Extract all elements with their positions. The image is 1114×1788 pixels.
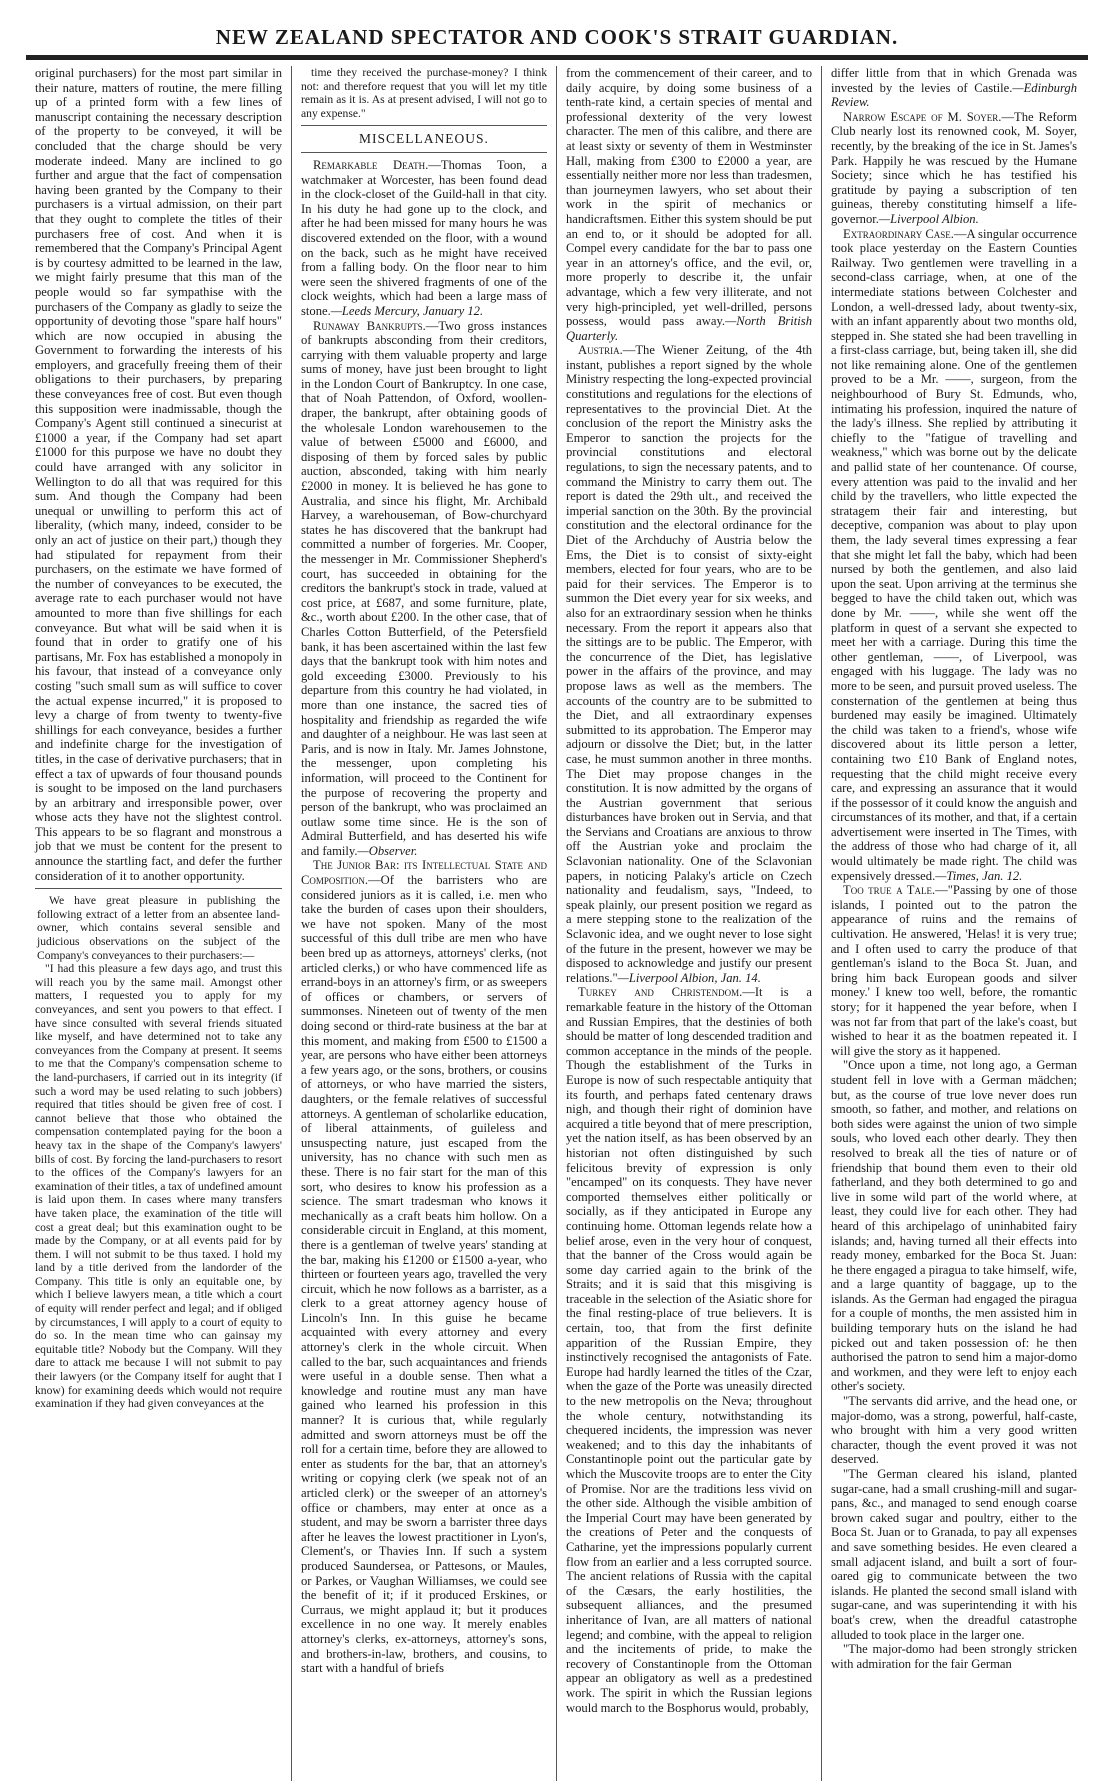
article-paragraph: We have great pleasure in publishing the following extract of a letter from an absentee land-owner, which contains several sensible and judicious observations on the subject of the Company's conveyances to their purchasers:— xyxy=(37,894,280,962)
news-item xyxy=(831,883,1077,1058)
column-area xyxy=(26,66,1088,1781)
news-item-title: Runaway Bankrupts. xyxy=(313,318,426,333)
news-item-source: —Liverpool Albion. xyxy=(878,211,979,226)
column-1 xyxy=(26,66,291,1781)
masthead-rule xyxy=(26,55,1088,60)
section-divider xyxy=(301,152,547,153)
news-item xyxy=(831,66,1077,110)
news-item xyxy=(566,343,812,985)
letter-extract: "I had this pleasure a few days ago, and trust this will reach you by the same mail. Amongst other matters, I requested you to apply for my conveyances, and sent you powers to that effect. I have since consulted with several friends situated like myself, and have determined not to take any conveyances from the Company at present. It seems to me that the Company's compensation scheme to the land-purchasers, if carried out in its integrity (if such a word may be used relating to such jobbers) required that titles should be given free of cost. I cannot believe that those who obtained the compensation contemplated paying for the boon a heavy tax in the shape of the Company's lawyers' bills of cost. By forcing the land-purchasers to resort to the offices of the Company's lawyers for an examination of their titles, a tax of undefined amount is laid upon them. In cases where many transfers have taken place, the examination of the title will cost a great deal; but this examination ought to be made by the Company, or at all events paid for by them. I will not submit to be thus taxed. I hold my land by a title derived from the landorder of the Company. This title is only an equitable one, by which I believe lawyers mean, a title which a court of equity will render perfect and legal; and if obliged by circumstances, I will apply to a court of equity to do so. In the mean time who can gainsay my equitable title? Nobody but the Company. Will they dare to attack me because I will not submit to pay their lawyers (or the Company itself for aught that I know) for examining deeds which would not require examination if they had given conveyances at the xyxy=(35,962,282,1411)
news-item-source: —Leeds Mercury, January 12. xyxy=(330,303,484,318)
masthead-title: NEW ZEALAND SPECTATOR AND COOK'S STRAIT GUARDIAN. xyxy=(215,25,899,49)
news-item-title: Extraordinary Case. xyxy=(843,226,954,241)
news-item-body: —The Reform Club nearly lost its renowned cook, M. Soyer, recently, by the breaking of the ice in St. James's Park. Happily he was rescued by the Humane Society; since which he has testified his gratitude by paying a subscription of ten guineas, thereby constituting himself a life-governor. xyxy=(831,109,1077,226)
news-item xyxy=(566,66,812,343)
news-item-body: —"Passing by one of those islands, I pointed out to the patron the appearance of ruins and the remains of cultivation. He answered, 'Helas! it is very true; and I often used to carry the produce of that gentleman's island to the Boca St. Juan, and bring him back European goods and silver money.' I knew too well, before, the romantic story; for it happened the year before, when I was not far from that part of the lake's coast, but wished to hear it as the boatmen repeated it. I will give the story as it happened. xyxy=(831,883,1077,1058)
news-item-body: —The Wiener Zeitung, of the 4th instant, publishes a report signed by the whole Ministry respecting the long-expected provincial constitutions and regulations for the elections of representatives to the provincial Diet. At the conclusion of the report the Ministry asks the Emperor to sanction the projects for the provincial constitutions and electoral regulations, to sign the necessary patents, and to command the Ministry to carry them out. The report is dated the 29th ult., and received the imperial sanction on the 30th. By the provincial constitution and the electoral ordinance for the Diet of the Archduchy of Austria below the Ems, the Diet is to consist of sixty-eight members, elected for four years, who are to be paid for their services. The Emperor is to summon the Diet every year for six weeks, and also for an extraordinary session when he thinks necessary. From the report it appears also that the sittings are to be public. The Emperor, with the concurrence of the Diet, has legislative power in the affairs of the province, and may propose laws as well as the members. The accounts of the country are to be submitted to the Diet, and all extraordinary expenses submitted to its approbation. The Emperor may adjourn or dissolve the Diet; but, in the latter case, he must summon another in three months. The Diet may propose changes in the constitution. It is now admitted by the organs of the Austrian government that serious disturbances have broken out in Servia, and that the Servians and Croatians are anxious to throw off the Austrian yoke and proclaim the Sclavonian nationality. One of the Sclavonian papers, in noticing Palaky's article on Czech nationality and feudalism, says, "Indeed, to speak plainly, our present position we regard as a mere stepping stone to the realization of the Sclavonic idea, and we ought never to lose sight of the future in the present, however we may be disposed to acknowledge and justify our present relations." xyxy=(566,343,812,985)
column-3 xyxy=(556,66,821,1781)
section-divider xyxy=(35,888,282,889)
news-item xyxy=(301,319,547,859)
news-item xyxy=(301,858,547,1675)
news-item-title: The Junior Bar: its Intellectual State and Composition. xyxy=(301,858,547,888)
news-item-title: Narrow Escape of M. Soyer. xyxy=(843,109,1002,124)
story-paragraph: "The servants did arrive, and the head one, or major-domo, was a strong, powerful, half-caste, who brought with him a very good written character, though the event proved it was not deserved. xyxy=(831,1394,1077,1467)
story-paragraph: "The German cleared his island, planted sugar-cane, had a small crushing-mill and sugar-pans, &c., and managed to send enough coarse brown caked sugar and poultry, either to the Boca St. Juan or to Granada, to pay all expenses and save something besides. He even cleared a small adjacent island, and built a sort of four-oared gig to communicate between the two islands. He planted the second small island with sugar-cane, and was superintending it with his boat's crew, when the dreadful catastrophe alluded to took place in the larger one. xyxy=(831,1467,1077,1642)
news-item xyxy=(831,110,1077,227)
news-item-title: Remarkable Death. xyxy=(313,157,429,172)
news-item-title: Too true a Tale. xyxy=(843,883,936,898)
column-2 xyxy=(291,66,556,1781)
article-paragraph: original purchasers) for the most part similar in their nature, matters of routine, the mere filling up of a printed form with a few lines of manuscript containing the necessary description of the property to be conveyed, it will be concluded that the charge should be very moderate indeed. Many are inclined to go further and argue that the fact of compensation having been granted by the Company to their purchasers is a virtual admission, on their part that they ought to complete the titles of their purchasers free of cost. And when it is remembered that the Company's Principal Agent is by courtesy admitted to be learned in the law, we might fairly presume that this man of the people would so far sympathise with the purchasers of the Company as gladly to seize the opportunity of devoting those "spare half hours" which are now occupied in abusing the Government to forwarding the interests of his employers, and gracefully freeing them of their obligations to their purchasers, by preparing these conveyances free of cost. But even though this supposition were inadmissable, though the Company's Agent still continued a sinecurist at £1000 a year, if the Company had set apart £1000 for this purpose we have no doubt they could have arranged with any solicitor in Wellington to do all that was required for this sum. And though the Company had been unequal or unwilling to perform this act of liberality, (which many, indeed, consider to be only an act of justice on their part,) though they had stipulated for repayment from their purchasers, on the estimate we have formed of the number of conveyances to be executed, the average rate to each purchaser would not have amounted to more than five shillings for each conveyance. But what will be said when it is found that in order to gratify one of his partisans, Mr. Fox has established a monopoly in his favour, that instead of a conveyance only costing "such small sum as will suffice to cover the actual expense incurred," it is proposed to levy a charge of from twenty to twenty-five shillings for each conveyance, besides a further and indefinite charge for the investigation of titles, in the case of derivative purchasers; that in effect a tax of upwards of four thousand pounds is sought to be imposed on the land purchasers by an arbitrary and irresponsible power, over whose acts they have not the slightest control. This appears to be so flagrant and monstrous a job that we must be content for the present to announce the startling fact, and defer the further consideration of it to another opportunity. xyxy=(35,66,282,883)
news-item-body: from the commencement of their career, and to daily acquire, by doing some business of a tenth-rate kind, a certain species of mental and professional dexterity of the very lowest character. The men of this calibre, and there are at least sixty or seventy of them in Westminster Hall, making from £300 to £2000 a year, are essentially neither more nor less than tradesmen, than journeymen lawyers, who set about their work in the spirit of mechanics or handicraftsmen. Either this system should be put an end to, or it should be adopted for all. Compel every candidate for the bar to pass one year in an attorney's office, and the evil, or, more properly to describe it, the unfair advantage, which a few very illiterate, and not very high-principled, yet well-drilled, persons possess, would pass away. xyxy=(566,66,812,329)
news-item-body: —A singular occurrence took place yesterday on the Eastern Counties Railway. Two gentlemen were travelling in a second-class carriage, when, at one of the intermediate stations between Colchester and London, a well-dressed lady, about twenty-six, with an infant apparently about two months old, stepped in. She stated she had been travelling in a first-class carriage, but, being taken ill, she did not like remaining alone. One of the gentlemen proved to be a Mr. ——, surgeon, from the neighbourhood of Bury St. Edmunds, who, intimating his profession, inquired the nature of the lady's illness. She replied by attributing it chiefly to the "fatigue of travelling and weakness," which was borne out by the delicate and pallid state of her countenance. Of course, every attention was paid to the invalid and her child by the travellers, who little expected the stratagem their fair and interesting, but deceptive, companion was about to play upon them, the lady several times expressing a fear that she might let fall the baby, which had been nursed by both the gentlemen, and also laid upon the seat. Upon arriving at the terminus she begged to have the child taken out, which was done by Mr. ——, while she went off the platform in quest of a servant she expected to meet her with a carriage. During this time the other gentleman, ——, of Liverpool, was engaged with his luggage. The lady was no more to be seen, and pursuit proved useless. The consternation of the gentlemen at being thus burdened may easily be imagined. Ultimately the child was taken to a friend's, whose wife discovered about its little person a letter, containing two £10 Bank of England notes, requesting that the child might receive every care, and expressing an assurance that it would if the possessor of it could know the anguish and circumstances of its mother, and that, if a certain advertisement were inserted in The Times, with the address of those who had charge of it, all would ultimately be made right. The child was expensively dressed. xyxy=(831,226,1077,883)
story-paragraph: "Once upon a time, not long ago, a German student fell in love with a German mädchen; but, as the course of true love never does run smooth, so father, and mother, and relations on both sides were against the union of two simple souls, who loved each other dearly. They then resolved to break all the ties of nature or of friendship that bound them even to their old fatherland, and they both determined to go and live in some wild part of the world where, at least, they could live for each other. They had heard of this archipelago of uninhabited fairy islands; and, having turned all their effects into ready money, embarked for the Boca St. Juan: he there engaged a piragua to take himself, wife, and a large quantity of baggage, up to the islands. As the German had engaged the piragua for a couple of months, the men assisted him in building temporary huts on the island he had picked out and taken possession of: he then authorised the patron to send him a major-domo and workmen, and they were left to enjoy each other's society. xyxy=(831,1058,1077,1394)
news-item-source: —Liverpool Albion, Jan. 14. xyxy=(617,970,761,985)
news-item xyxy=(566,985,812,1715)
news-item-source: —Observer. xyxy=(357,843,418,858)
news-item-source: —Times, Jan. 12. xyxy=(935,868,1023,883)
story-paragraph: "The major-domo had been strongly stricken with admiration for the fair German xyxy=(831,1642,1077,1671)
news-item-body: differ little from that in which Grenada was invested by the levies of Castile. xyxy=(831,66,1077,95)
news-item-body: —It is a remarkable feature in the history of the Ottoman and Russian Empires, that the destinies of both should be matter of long descended tradition and common acceptance in the minds of the people. Though the establishment of the Turks in Europe is now of such respectable antiquity that its fourth, and perhaps fated centenary draws nigh, and though their right of dominion have acquired a title beyond that of mere prescription, yet the nation itself, as has been observed by an historian not often distinguished by such felicitous brevity of expression is only "encamped" on its conquests. They have never comported themselves either politically or socially, as if they anticipated in Europe any continuing home. Ottoman legends relate how a belief arose, even in the very hour of conquest, that the banner of the Cross would again be some day carried again to the brink of the Straits; and it is said that this misgiving is traceable in the selection of the Asiatic shore for the final resting-place of true believers. It is certain, too, that from the first definite apparition of the Russian Empire, they instinctively recognised the antagonists of Fate. Europe had hardly learned the titles of the Czar, when the gaze of the Porte was uneasily directed to the new metropolis on the Neva; throughout the whole century, notwithstanding its chequered incidents, the impression was never weakened; and to this day the inhabitants of Constantinople point out the particular gate by which the Muscovite troops are to enter the City of Promise. Nor are the traditions less vivid on the other side. Although the visible ambition of the Imperial Court may have been generated by the creations of Peter and the conquests of Catharine, yet the impressions popularly current flow from an earlier and a less corrupted source. The ancient relations of Russia with the capital of the Cæsars, the early hostilities, the subsequent alliances, and the presumed inheritance of Ivan, are all matters of national legend; and combine, with the appeal to religion and the incitements of pride, to make the recovery of Constantinople from the Ottoman appear an obligatory as well as a predestined work. The spirit in which the Russian legions would march to the Bosphorus would, probably, xyxy=(566,985,812,1715)
section-divider xyxy=(301,125,547,126)
section-heading: MISCELLANEOUS. xyxy=(359,131,489,147)
news-item-source: —Edinburgh Review. xyxy=(831,80,1077,110)
news-item-source: —North British Quarterly. xyxy=(566,314,812,343)
news-item-body: —Two gross instances of bankrupts absconding from their creditors, carrying with them valuable property and large sums of money, have just been brought to light in the London Court of Bankruptcy. In one case, that of Noah Pattendon, of Oxford, woollen-draper, the bankrupt, after obtaining goods of the wholesale London warehousemen to the value of between £5000 and £6000, and disposing of them by forced sales by public auction, absconded, taking with him nearly £2000 in money. It is believed he has gone to Australia, and since his flight, Mr. Archibald Harvey, a warehouseman, of Bow-churchyard states he has discovered that the bankrupt had committed a number of forgeries. Mr. Cooper, the messenger in Mr. Commissioner Shepherd's court, has succeeded in obtaining for the creditors the bankrupt's stock in trade, valued at cost price, at £687, and some furniture, plate, &c., worth about £200. In the other case, that of Charles Cotton Butterfield, of the Petersfield bank, it has been ascertained within the last few days that the bankrupt took with him notes and gold exceeding £3000. Previously to his departure from this country he had violated, in more than one instance, the sacred ties of hospitality and friendship as regarded the wife and daughter of a neighbour. He was last seen at Paris, and is now in Italy. Mr. James Johnstone, the messenger, upon completing his information, will proceed to the Continent for the purpose of recovering the property and person of the bankrupt, who was proclaimed an outlaw some time since. He is the son of Admiral Butterfield, and has deserted his wife and family. xyxy=(301,318,547,858)
news-item xyxy=(301,158,547,319)
news-item-body: —Thomas Toon, a watchmaker at Worcester, has been found dead in the clock-closet of the Guild-hall in that city. In his duty he had gone up to the clock, and after he had been missed for many hours he was discovered extended on the floor, with a wound on the back, such as he might have received from a falling body. On the floor near to him were seen the shivered fragments of one of the clock weights, which had been a large mass of stone. xyxy=(301,157,547,318)
news-item xyxy=(831,227,1077,884)
news-item-body: —Of the barristers who are considered juniors as it is called, i.e. men who take the burden of cases upon their shoulders, we have not spoken. Many of the most successful of this dull tribe are men who have been bred up as attorneys, attorneys' clerks, (not articled clerks,) or who have commenced life as errand-boys in an attorney's firm, or as sweepers of offices or chambers, or servers of summonses. Nineteen out of twenty of the men doing second or third-rate business at the bar at this moment, and making from £500 to £1500 a year, are persons who have either been attorneys a few years ago, or the sons, brothers, or cousins of attorneys, or who have married the sisters, daughters, or the female relatives of successful attorneys. A gentleman of scholarlike education, of liberal attainments, of guileless and unsuspecting nature, just escaped from the university, has no chance with such men as these. There is no fair start for the man of this sort, who desires to know his profession as a science. The smart tradesman who knows it mechanically as a craft beats him hollow. On a considerable circuit in England, at this moment, there is a gentleman of twelve years' standing at the bar, making his £1200 or £1500 a-year, who thirteen or fourteen years ago, travelled the very circuit, which he now follows as a barrister, as a clerk to a great attorney agency house of Lincoln's Inn. In this guise he became acquainted with every attorney and every attorney's clerk in the whole circuit. When called to the bar, such acquaintances and friends were useful in a double sense. Then what a knowledge and routine must any man have gained who learned his profession in this manner? It is curious that, while regularly admitted and sworn attorneys must be off the roll for a certain time, before they are allowed to enter as students for the bar, that an attorney's writing or copying clerk (we speak not of an articled clerk) or the sweeper of an attorney's office or chambers, may enter at once as a student, and may be sworn a barrister three days after he leaves the lowest practitioner in Lyon's, Clement's, or Thavies Inn. If such a system produced Saundersea, or Pattesons, or Maules, or Parkes, or Vaughan Williamses, we could see the benefit of it; if it produced Erskines, or Curraus, we might applaud it; but it produces excellence in no one way. It merely enables attorney's clerks, ex-attorneys, attorney's sons, and brothers-in-law, brothers, and cousins, to start with a handful of briefs xyxy=(301,873,547,1676)
news-item-title: Turkey and Christendom. xyxy=(578,985,743,1000)
column-4 xyxy=(821,66,1086,1781)
news-item-title: Austria. xyxy=(578,343,623,358)
letter-extract: time they received the purchase-money? I think not: and therefore request that you will let my title remain as it is. As at present advised, I will not go to any expense." xyxy=(301,66,547,120)
